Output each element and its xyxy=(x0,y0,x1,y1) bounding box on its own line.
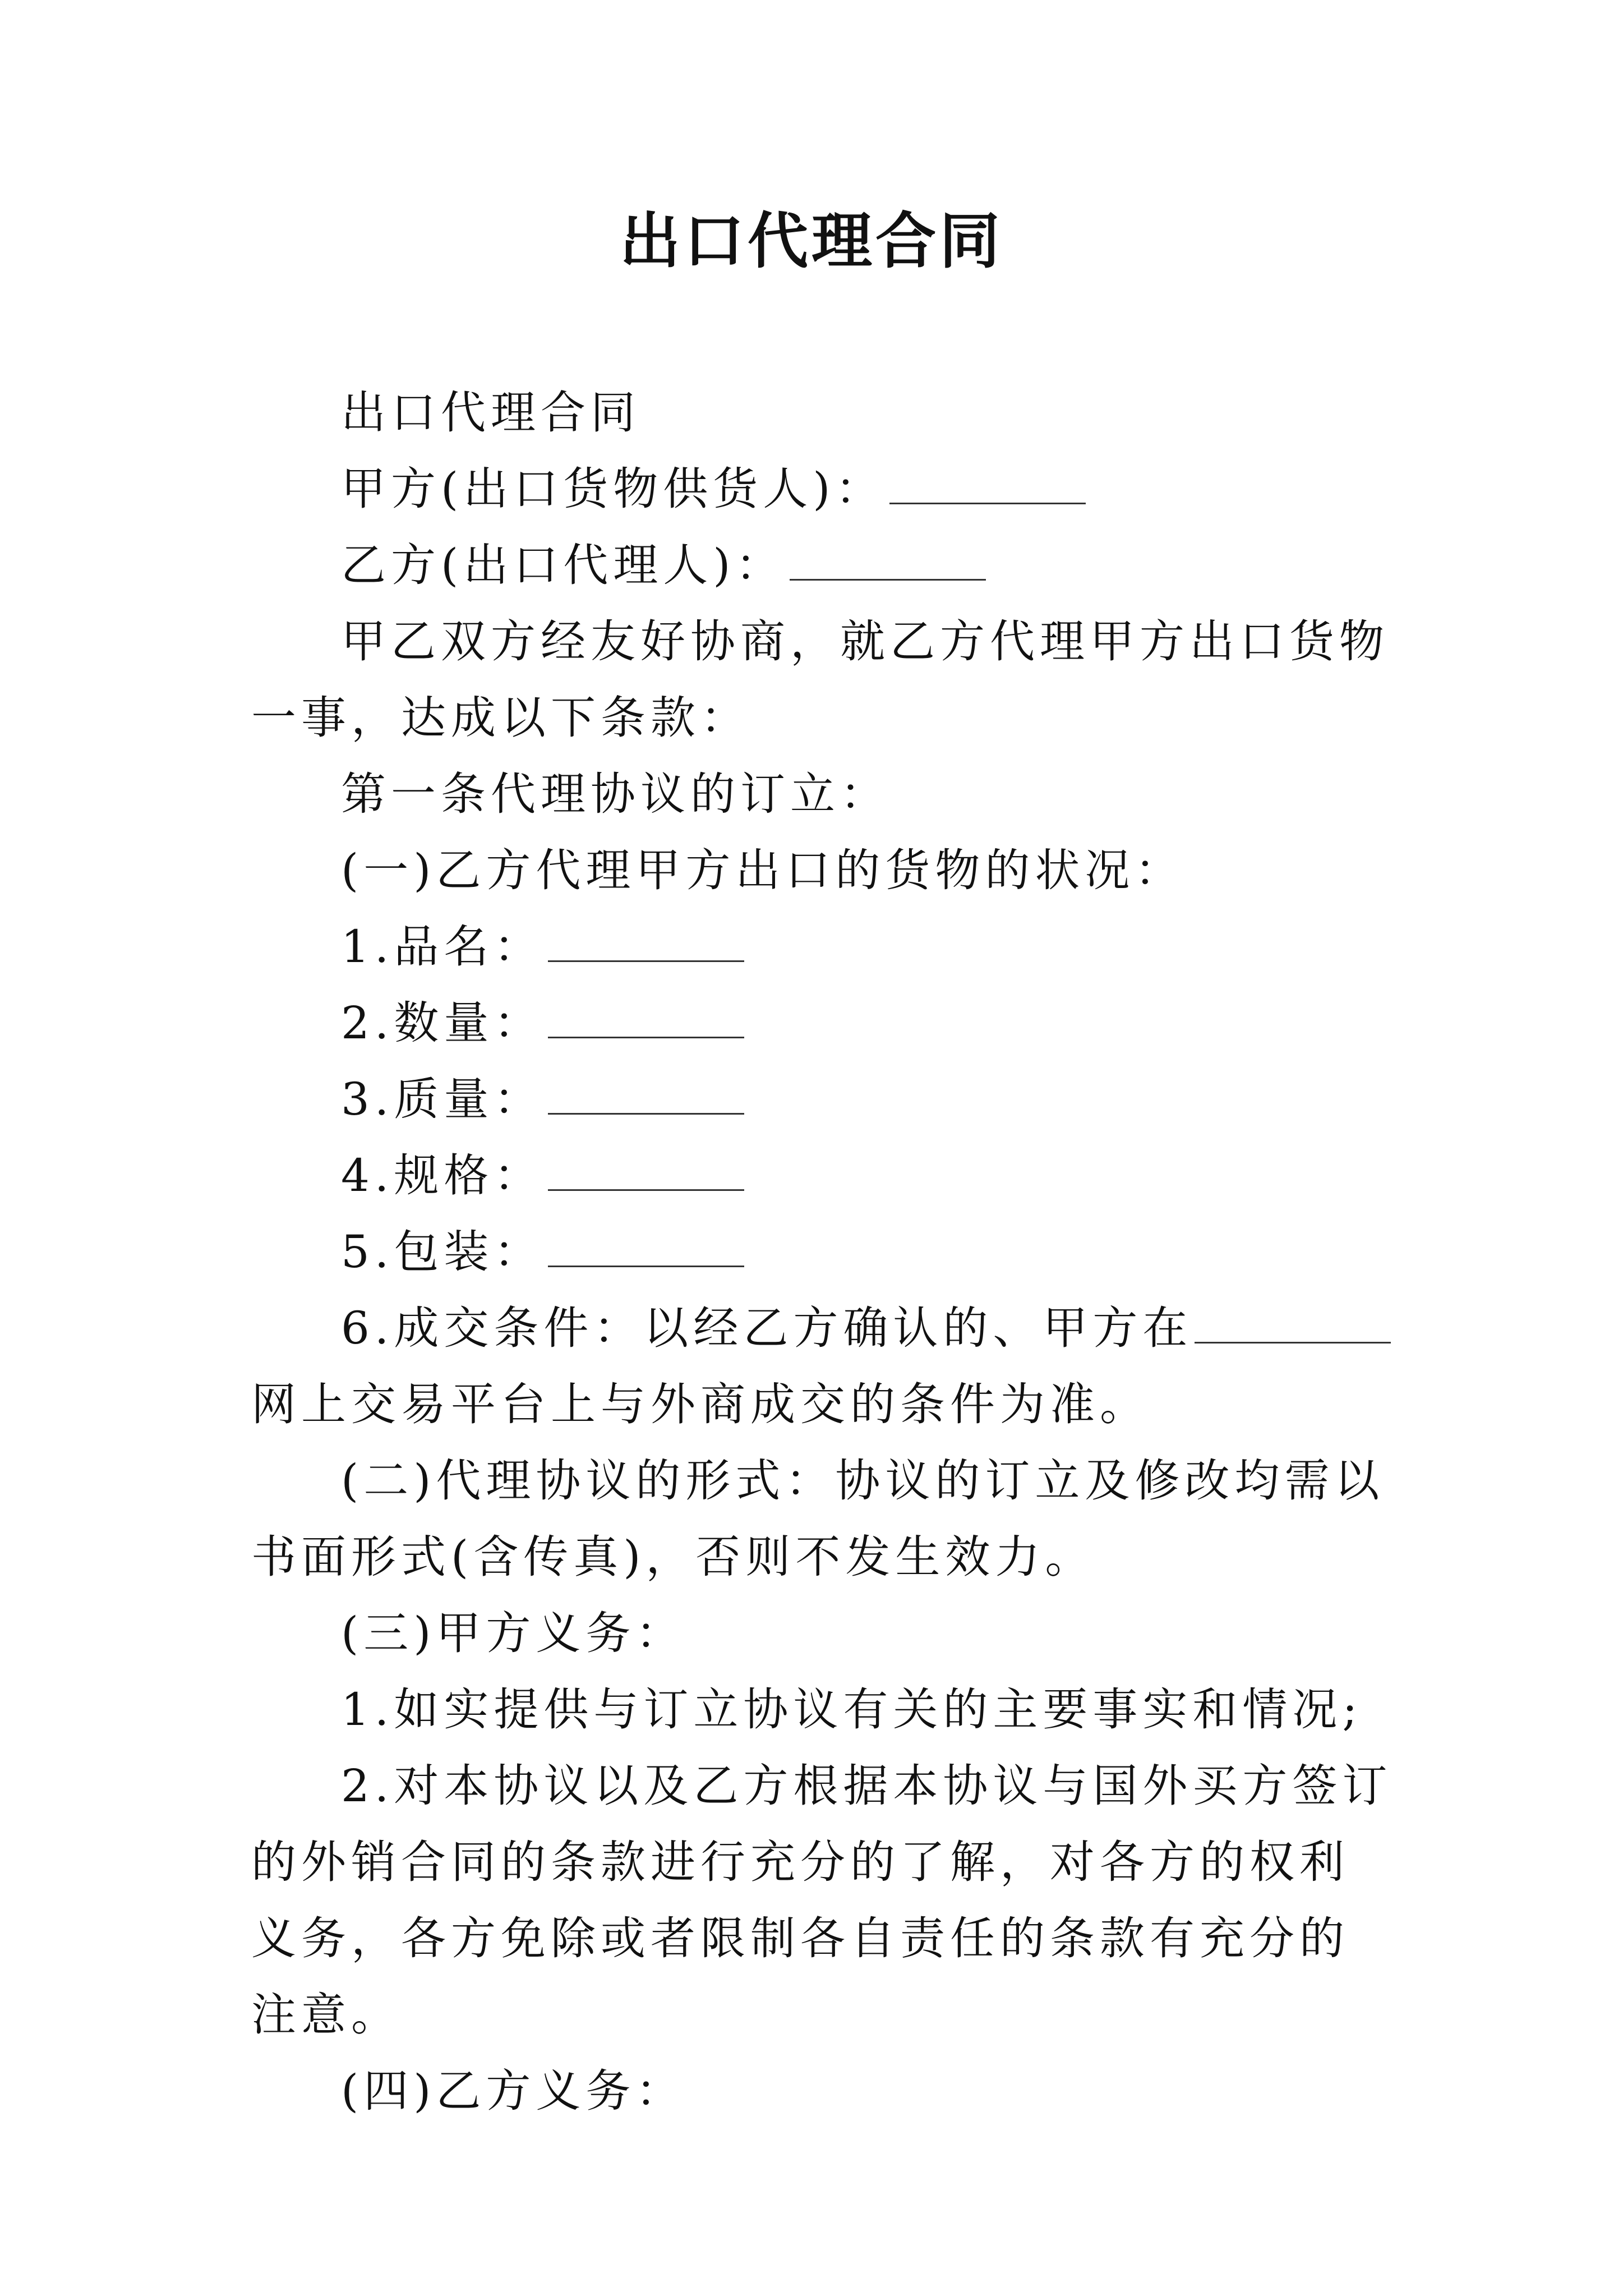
item-packaging xyxy=(251,1214,1395,1290)
item-product-name xyxy=(251,909,1395,985)
quantity-blank xyxy=(548,1002,744,1038)
paragraph-text: 第一条代理协议的订立： xyxy=(341,768,890,820)
item-specification xyxy=(251,1138,1395,1214)
paragraph-text: 甲方(出口货物供货人)： xyxy=(341,463,886,515)
paragraph-text: 6.成交条件：以经乙方确认的、甲方在 xyxy=(341,1302,1193,1354)
item-quantity xyxy=(251,985,1395,1061)
party-a-blank xyxy=(889,468,1086,504)
specification-blank xyxy=(548,1154,744,1191)
paragraph-text: 1.如实提供与订立协议有关的主要事实和情况; xyxy=(341,1683,1363,1736)
paragraph-text: 出口代理合同 xyxy=(341,386,640,439)
item-trade-terms xyxy=(251,1290,1395,1443)
platform-blank xyxy=(1195,1307,1391,1343)
preamble-paragraph xyxy=(251,604,1395,756)
paragraph-text: (一)乙方代理甲方出口的货物的状况： xyxy=(341,844,1185,896)
paragraph-heading xyxy=(251,375,1395,451)
paragraph-text: 2.数量： xyxy=(341,997,544,1049)
paragraph-text: (二)代理协议的形式：协议的订立及修改均需以书面形式(含传真)，否则不发生效力。 xyxy=(251,1455,1385,1583)
section-paragraph xyxy=(251,1443,1395,1595)
party-a-line xyxy=(251,451,1395,527)
paragraph-text: 2.对本协议以及乙方根据本协议与国外买方签订的外销合同的条款进行充分的了解，对各方的权利义务，各方免除或者限制各自责任的条款有充分的注意。 xyxy=(251,1760,1393,2041)
item-quality xyxy=(251,1061,1395,1138)
packaging-blank xyxy=(548,1231,744,1267)
paragraph-text: 3.质量： xyxy=(341,1073,544,1125)
document-body xyxy=(251,375,1395,2129)
party-b-blank xyxy=(790,544,986,581)
quality-blank xyxy=(548,1078,744,1115)
section-heading xyxy=(251,2053,1395,2129)
product-name-blank xyxy=(548,926,744,962)
paragraph-text: 乙方(出口代理人)： xyxy=(341,539,786,591)
paragraph-text: 1.品名： xyxy=(341,921,544,973)
paragraph-text: 甲乙双方经友好协商，就乙方代理甲方出口货物一事，达成以下条款： xyxy=(251,615,1389,744)
article-heading xyxy=(251,756,1395,832)
paragraph-text: (四)乙方义务： xyxy=(341,2065,686,2117)
document-title: 出口代理合同 xyxy=(619,206,1003,277)
section-heading xyxy=(251,832,1395,909)
obligation-item xyxy=(251,1672,1395,1748)
paragraph-text: 网上交易平台上与外商成交的条件为准。 xyxy=(251,1378,1150,1430)
paragraph-text: 5.包装： xyxy=(341,1226,544,1278)
party-b-line xyxy=(251,527,1395,604)
paragraph-text: (三)甲方义务： xyxy=(341,1607,686,1659)
obligation-item xyxy=(251,1748,1395,2053)
paragraph-text: 4.规格： xyxy=(341,1149,544,1202)
section-heading xyxy=(251,1595,1395,1672)
